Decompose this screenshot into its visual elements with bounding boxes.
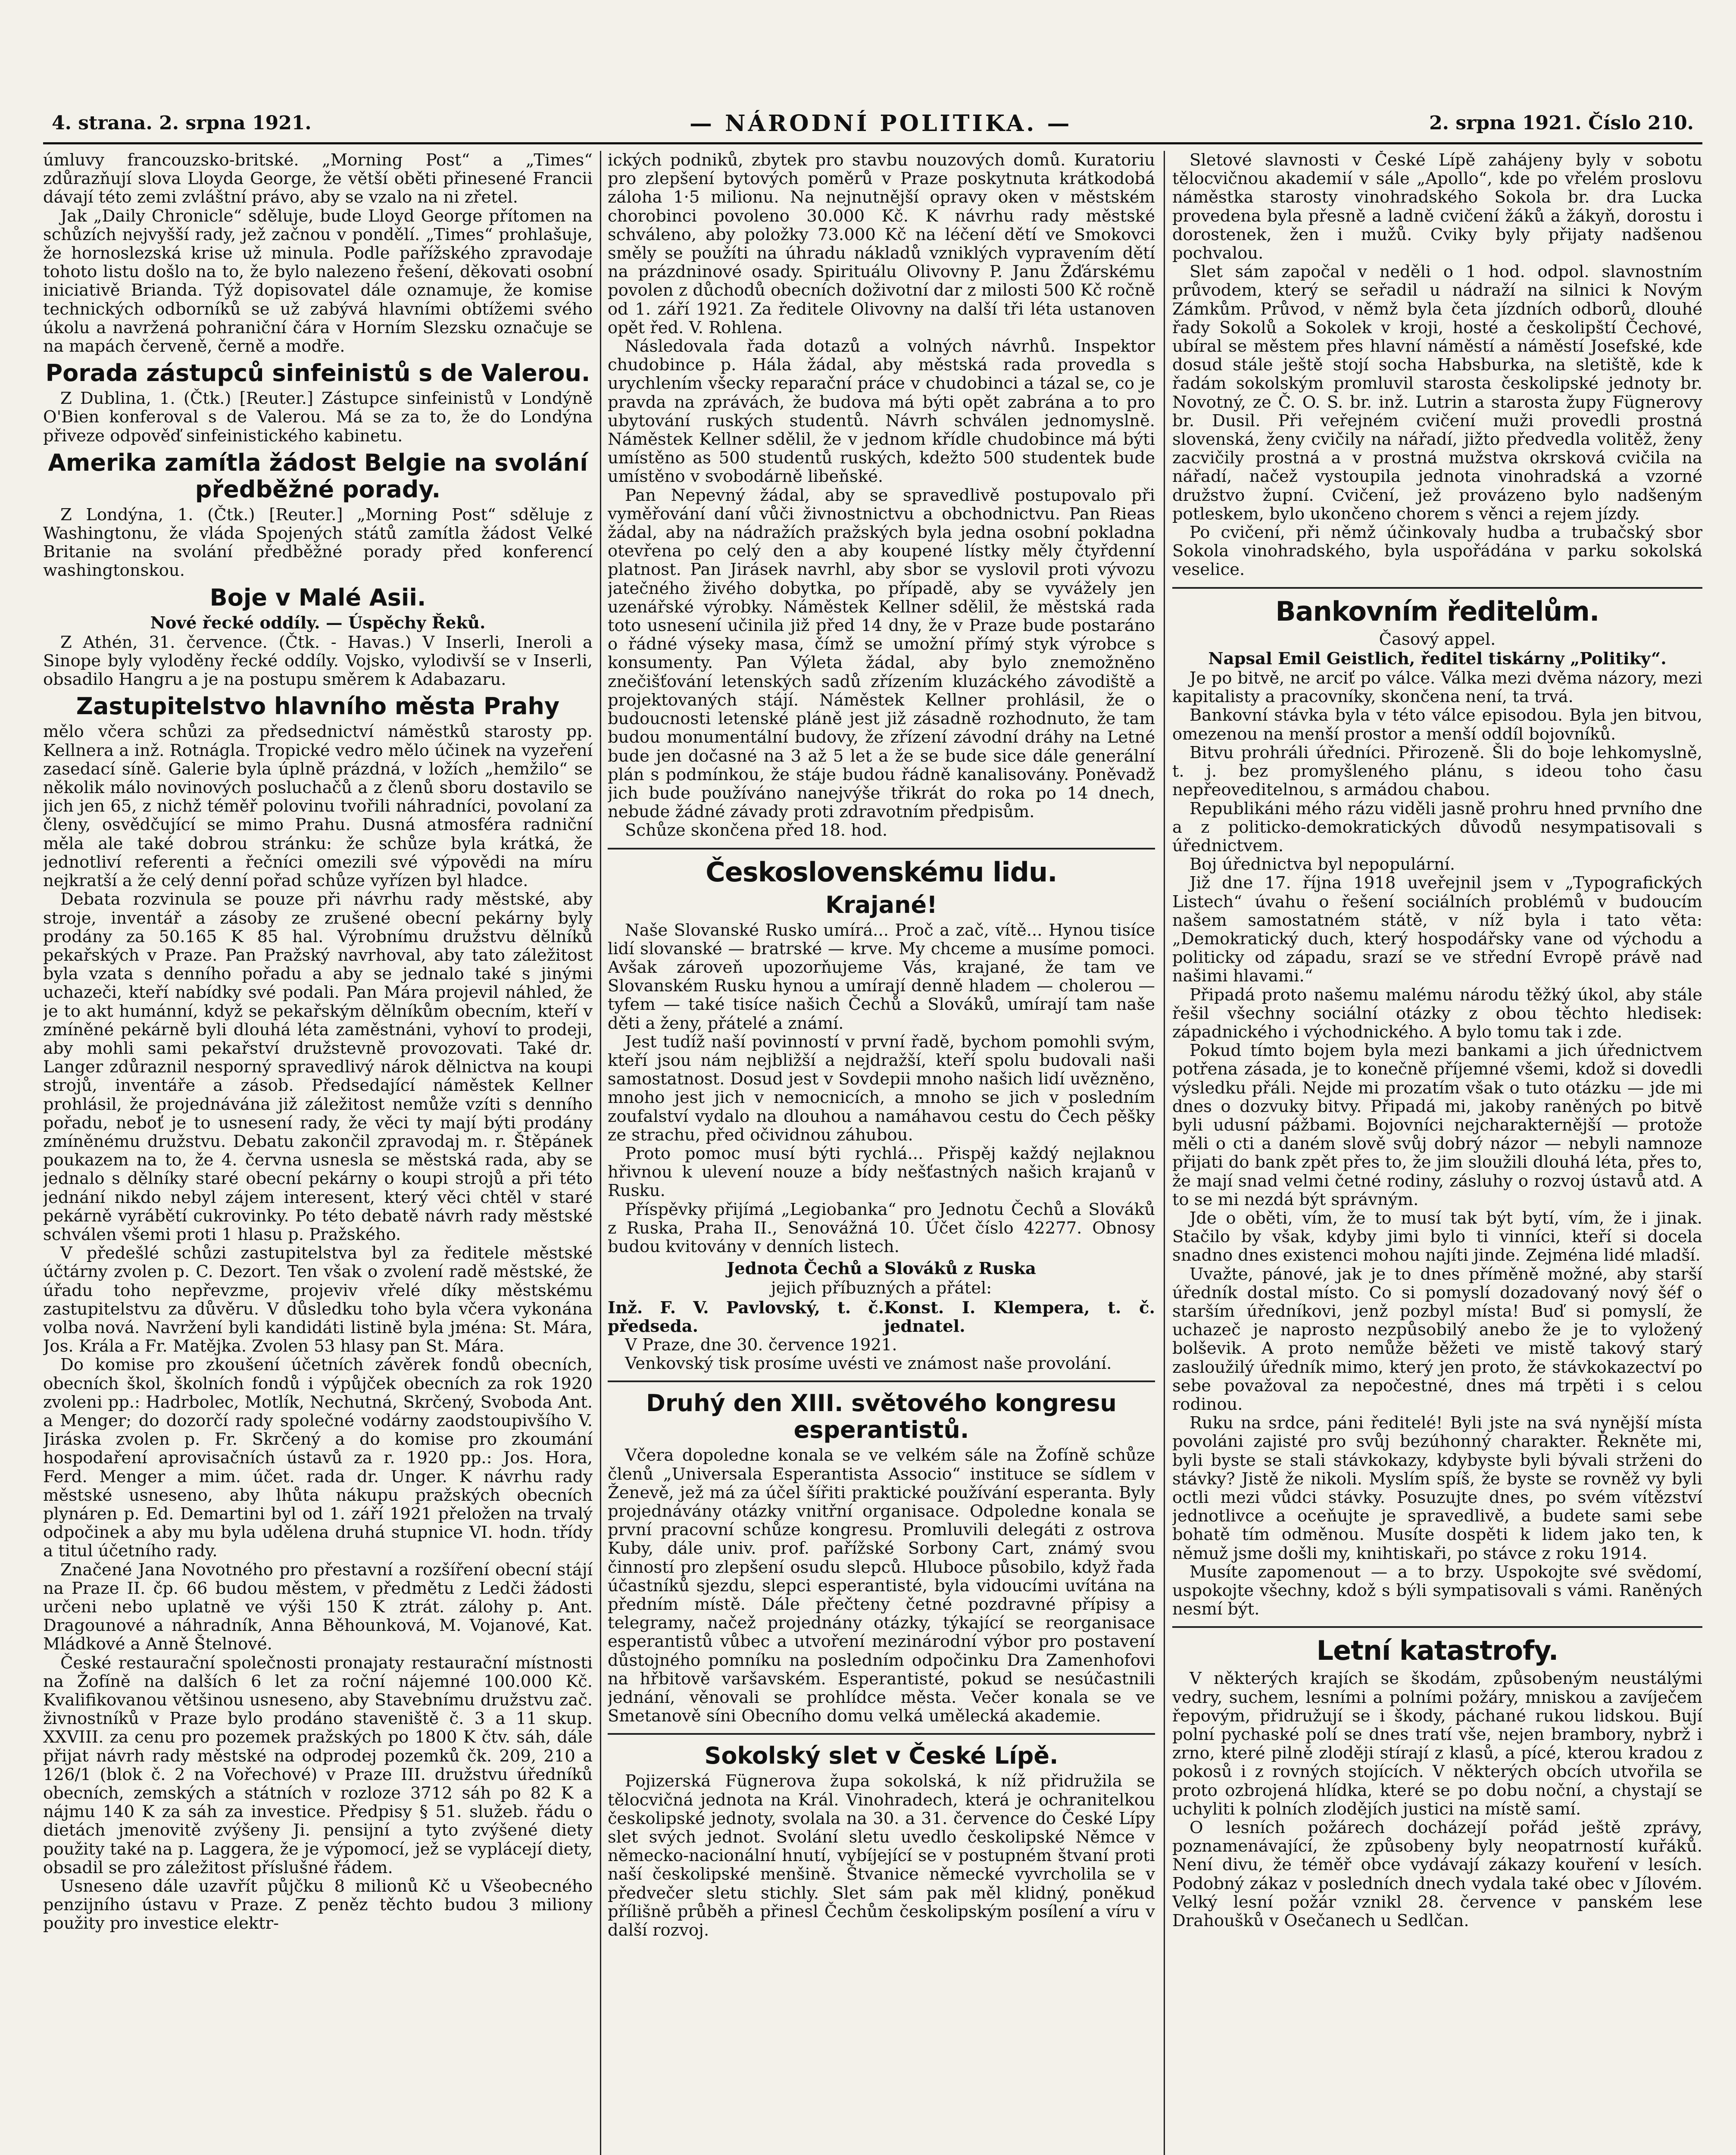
masthead-title: — NÁRODNÍ POLITIKA. — — [690, 110, 1072, 137]
article-text: Debata rozvinula se pouze při návrhu rady městské, aby stroje, inventář a zásoby ze zrušené obecní pekárny byly prodány za 50.165 K 85 hal. Výrobnímu družstvu dělníků pekařských v Praze. Pan Pražský navrhoval, aby tato záležitost byla vzata s denního pořadu a aby se jednalo také s jinými uchazeči, kteří nabídky své podali. Pan Mára projevil náhled, že je to akt humánní, když se pekařským dělníkům obecním, kteří v zmíněné pekárně byli dlouhá léta zaměstnáni, vyhoví to prodeji, aby mohli sami pekařství družstevně provozovati. Také dr. Langer zdůraznil nesporný spravedlivý nárok dělnictva na koupi strojů, inventáře a zásob. Předsedající náměstek Kellner prohlásil, že projednávána již záležitost nemůže vzíti s denního pořadu, neboť je to usnesení rady, že věci ty mají býti prodány zmíněnému družstvu. Debatu zakončil zpravodaj m. r. Štěpánek poukazem na to, že 4. června usnesla se městská rada, aby se jednalo s dělníky staré obecní pekárny o koupi strojů a při této jednání nikdo nebyl zájem interesent, který věci chtěl v staré pekárně vyrábětí cukrovinky. Po této debatě návrh rady městské schválen všemi proti 1 hlasu p. Pražského. — [43, 890, 593, 1244]
article-text: Příspěvky přijímá „Legiobanka“ pro Jednotu Čechů a Slováků z Ruska, Praha II., Senovážná 10. Účet číslo 42277. Obnosy budou kvitovány v denních listech. — [608, 1199, 1155, 1256]
divider — [608, 1733, 1155, 1735]
headline: Boje v Malé Asii. — [209, 584, 426, 611]
masthead-right: 2. srpna 1921. Číslo 210. — [1429, 112, 1694, 134]
subheadline: Krajané! — [825, 891, 937, 918]
article-text: Jde o oběti, vím, že to musí tak být bytí, vím, že i jinak. Stačilo by však, kdyby jimi bylo ti vinníci, kteří si docela snadno dnes existenci mohou najíti jinde. Zejména lidé mladší. — [1172, 1208, 1702, 1265]
article-text: České restaurační společnosti pronajaty restaurační místnosti na Žofíně na dalších 6 let za roční nájemné 100.000 Kč. Kvalifikovanou většinou usneseno, aby Stavebnímu družstvu zač. živnostníků v Praze bylo prodáno staveniště č. 3 a 11 skup. XXVIII. za cenu pro pozemek pražských po 1800 K čtv. sáh, dále přijat návrh rady městské na odprodej pozemků čk. 209, 210 a 126/1 (blok č. 2 na Vořechové) v Praze III. družstvu úředníků obecních, zemských a státních v rozloze 3712 sáh po 82 K a nájmu 140 K za sáh za investice. Předpisy § 51. služeb. řádu o dietách jmenovitě zvýšeny Ji. pensijní a tyto zvýšené diety použity také na p. Laggera, že je výpomocí, jež se vyplácejí diety, obsadil se pro záležitost příslušné řádem. — [43, 1653, 593, 1877]
article-text: Již dne 17. října 1918 uveřejnil jsem v „Typografických Listech“ úvahu o řešení sociálních problémů v budoucím našem samostatném státě, v níž byla i tato věta: „Demokratický duch, který hospodářsky vane od východu a politicky od západu, srazí se ve střední Evropě právě nad našimi hlavami.“ — [1172, 873, 1702, 986]
headline: Amerika zamítla žádost Belgie na svolání předběžné porady. — [48, 449, 588, 503]
article-text: Včera dopoledne konala se ve velkém sále na Žofíně schůze členů „Universala Esperantista Associo“ instituce se sídlem v Ženevě, jež má za účel šířiti praktické používání esperanta. Byly projednávány otázky vnitřní organisace. Odpoledne konala se první pracovní schůze kongresu. Promluvili delegáti z ostrova Kuby, dále univ. prof. pařížské Sorbony Cart, známý svou činností pro zlepšení osudu slepců. Hluboce působilo, když řada účastníků sjezdu, slepci esperantisté, byla vidoucími uvítána na předním místě. Dále přečteny četné pozdravné přípisy a telegramy, načež projednány otázky, týkající se reorganisace esperantistů vůbec a utvoření mezinárodní výbor pro postavení důstojného pomníku na posledním odpočinku Dra Zamenhofovi na hřbitově varšavském. Esperantisté, pokud se nesúčastnili jednání, věnovali se prohlídce města. Večer konala se ve Smetanově síni Obecního domu velká umělecká akademie. — [608, 1446, 1155, 1726]
subheadline: Nové řecké oddíly. — Úspěchy Řeků. — [150, 613, 486, 633]
article-text: Naše Slovanské Rusko umírá... Proč a zač, vítě... Hynou tisíce lidí slovanské — bratrské — krve. My chceme a musíme pomoci. Avšak zároveň upozorňujeme Vás, krajané, že tam ve Slovanském Rusku hynou a umírají denně hladem — cholerou — tyfem — také tisíce našich Čechů a Slováků, umírají tam naše děti a ženy, přátelé a známí. — [608, 920, 1155, 1033]
article-text: Z Athén, 31. července. (Čtk. - Havas.) V Inserli, Ineroli a Sinope byly vyloděny řecké oddíly. Vojsko, vylodivší se v Inserli, obsadilo Hangru a je na postupu směrem k Adabazaru. — [43, 632, 593, 690]
headline: Sokolský slet v České Lípě. — [704, 1742, 1058, 1770]
article-text: úmluvy francouzsko-britské. „Morning Post“ a „Times“ zdůrazňují slova Lloyda George, že větší oběti přinesené Francii dávají této zemi zvláštní právo, aby se vzalo na ni zřetel. — [43, 151, 593, 207]
article-text: Jest tudíž naší povinností v první řadě, bychom pomohli svým, kteří jsou nám nejbližší a nejdražší, kteří spolu budovali naši samostatnost. Dosud jest v Sovdepii mnoho našich lidí uvězněno, mnoho jest jich v nemocnicích, a mnoho se jich v posledním zoufalství vydalo na dlouhou a namáhavou cestu do Čech pěšky ze strachu, před očividnou záhubou. — [608, 1032, 1155, 1145]
headline: Bankovním ředitelům. — [1275, 595, 1599, 627]
divider — [608, 1380, 1155, 1382]
article-text: Z Dublina, 1. (Čtk.) [Reuter.] Zástupce sinfeinistů v Londýně O'Bien konferoval s de Valerou. Má se za to, že do Londýna přiveze odpověď sinfeinistického kabinetu. — [43, 389, 593, 446]
article-text: V Praze, dne 30. července 1921. — [625, 1335, 897, 1355]
article-text: V některých krajích se škodám, způsobeným neustálými vedry, suchem, lesními a polními požáry, mniskou a zavíječem řepovým, přidružují se i škody, páchané rukou lidskou. Bují polní pychaské polí se dnes tratí vše, nejen brambory, nybrž i zrno, které pilně zloději stírají z klasů, a pícé, kterou kradou z pokosů i z rovných stojících. V některých obcích utvořila se proto ozbrojená hlídka, které se po dobu noční, a chystají se uchyliti k polních zlodějích justici na místě samí. — [1172, 1669, 1702, 1819]
article-text: Republikáni mého rázu viděli jasně prohru hned prvního dne a z politicko-demokratických důvodů nesympatisovali s úřednictvem. — [1172, 799, 1702, 856]
article-text: Následovala řada dotazů a volných návrhů. Inspektor chudobince p. Hála žádal, aby městská rada provedla s urychlením všecky reparační práce v chudobinci a tázal se, co je pravda na zprávách, že budova má býti opět zabrána a to pro ubytování ruských studentů. Návrh schválen jednomyslně. Náměstek Kellner sdělil, že v jednom křídle chudobince má býti umístěno as 500 studentů ruských, kdežto 500 studentek bude umístěno v svobodárně libeňské. — [608, 337, 1155, 487]
article-text: Po cvičení, při němž účinkovaly hudba a trubačský sbor Sokola vinohradského, byla uspořádána v parku sokolská veselice. — [1172, 523, 1702, 580]
headline: Druhý den XIII. světového kongresu esperantistů. — [646, 1390, 1117, 1444]
article-text: Připadá proto našemu malému národu těžký úkol, aby stále řešil všechny sociální otázky z obou těchto hledisek: západnického i východnického. A bylo tomu tak i zde. — [1172, 985, 1702, 1042]
masthead — [43, 103, 1702, 144]
subheadline: Časový appel. — [1379, 629, 1496, 649]
article-text: V předešlé schůzi zastupitelstva byl za ředitele městské účtárny zvolen p. C. Dezort. Ten však o zvolení radě městské, že úřadu toho nepřevzme, projeviv vřelé díky městskému zastupitelstvu za důvěru. V důsledku toho byla včera vykonána volba nová. Navržení byli kandidáti listině byla jména: St. Mára, Jos. Krála a Fr. Matějka. Zvolen 53 hlasy pan St. Mára. — [43, 1243, 593, 1356]
article-text: Uvažte, pánové, jak je to dnes příměně možné, aby starší úředník dostal místo. Co si pomyslí dozadovaný nový šéf o starším úředníkovi, jenž pozbyl místa! Buď si pomyslí, že uchazeč je naprosto nezpůsobilý anebo že je to vyložený bolševik. A proto nemůže běžeti ve mistě takový starý zasloužilý úředník mimo, který jen proto, že stávkokazectví po sebe považoval za nepočestné, dnes má trpěti i s celou rodinou. — [1172, 1264, 1702, 1414]
byline: Napsal Emil Geistlich, ředitel tiskárny „Politiky“. — [1208, 649, 1667, 668]
article-text: mělo včera schůzi za předsednictví náměstků starosty pp. Kellnera a inž. Rotnágla. Tropické vedro mělo účinek na vyzeření zasedací síně. Galerie byla úplně prázdná, v ložích „hemžilo“ se několik málo novinových posluchačů a z členů sboru dostavilo se jich jen 65, z nichž téměř polovinu tvořili náhradníci, povolaní za členy, osvědčující se mimo Prahu. Dusná atmosféra radniční měla ale také dobrou stránku: že schůze byla krátká, že jednotliví referenti a řečníci omezili své výpovědi na míru nejkratší a že celý denní pořad schůze vyřízen byl hladce. — [43, 722, 593, 891]
article-text: Pan Nepevný žádal, aby se spravedlivě postupovalo při vyměřování daní vůči živnostnictvu a obchodnictvu. Pan Rieas žádal, aby na nádražích pražských byla jedna osobní pokladna otevřena po celý den a aby koupené lístky měly čtyřdenní platnost. Pan Jirásek navrhl, aby sbor se vyslovil proti vývozu jatečného živého dobytka, po případě, aby se vyvážely jen uzenářské výrobky. Náměstek Kellner sdělil, že městská rada toto usnesení učinila již před 14 dny, že v Praze bude postaráno o řádné výseky masa, čímž se umožní přímý styk výrobce s konsumenty. Pan Výleta žádal, aby bylo znemožněno znečišťování letenských sadů zřízením kluzáckého závodiště a projektovaných stájí. Náměstek Kellner prohlásil, že o budoucnosti letenské pláně jest již zásadně rozhodnuto, že tam budou monumentální budovy, že zřízení závodní dráhy na Letné bude jen dočasné na 3 až 5 let a že se bude sice dále generální plán s podmínkou, že stáje budou řádně kanalisovány. Poněvadž jich bude používáno nanejvýše třikrát do roka po 14 dnech, nebude žádné závady proti zdravotním předpisům. — [608, 485, 1155, 822]
article-text: Značené Jana Novotného pro přestavní a rozšíření obecní stájí na Praze II. čp. 66 budou městem, v předmětu z Ledči žádosti určeni nebo uplatně ve výši 150 K ztrát. zálohy p. Ant. Dragounové a náhradník, Anna Běhounková, M. Vojanové, Kat. Mládkové a Anně Štelnové. — [43, 1560, 593, 1654]
column-divider — [1164, 151, 1165, 2155]
column-divider — [600, 151, 601, 2155]
article-text: Usneseno dále uzavřít půjčku 8 milionů Kč u Všeobecného penzijního ústavu v Praze. Z peněz těchto budou 3 miliony použity pro investice elektr- — [43, 1877, 593, 1933]
divider — [1172, 1626, 1702, 1628]
article-text: Bitvu prohráli úředníci. Přirozeně. Šli do boje lehkomyslně, t. j. bez promyšleného plánu, s ideou toho času nepřeoveditelnou, s armádou chabou. — [1172, 743, 1702, 800]
article-text: Schůze skončena před 18. hod. — [625, 821, 888, 840]
article-text: Boj úřednictva byl nepopulární. — [1190, 855, 1455, 874]
article-text: O lesních požárech docházejí pořád ještě zprávy, poznamenávající, že způsobeny byly neopatrností kuřáků. Není divu, že téměř obce vydávají zákazy kouření v lesích. Podobný zákaz v posledních dnech vydala také obec v Jílovém. Velký lesní požár vznikl 28. července v panském lese Drahoušků v Osečanech u Sedlčan. — [1172, 1818, 1702, 1931]
signature: Jednota Čechů a Slováků z Ruska — [727, 1259, 1036, 1279]
divider — [1172, 587, 1702, 589]
headline: Letní katastrofy. — [1316, 1635, 1558, 1667]
newspaper-page — [43, 103, 1702, 2155]
headline: Zastupitelstvo hlavního města Prahy — [76, 693, 560, 720]
article-text: Musíte zapomenout — a to brzy. Uspokojte své svědomí, uspokojte všechny, kdož s býli sympatisovali s vámi. Raněných nesmí být. — [1172, 1562, 1702, 1619]
article-text: ických podniků, zbytek pro stavbu nouzových domů. Kuratoriu pro zlepšení bytových poměrů v Praze poskytnuta krátkodobá záloha 1·5 milionu. Na nejnutnější opravy oken v městském chorobinci povoleno 30.000 Kč. K návrhu rady městské schváleno, aby položky 73.000 Kč na léčení dětí ve Smokovci směly se použíti na úhradu nákladů vzniklých vypravením dětí na prázdninové osady. Spirituálu Olivovny P. Janu Žďárskému povolen z důchodů obecních doživotní dar z milosti 500 Kč ročně od 1. září 1921. Za ředitele Olivovny na další tři léta ustanoven opět řed. V. Rohlena. — [608, 151, 1155, 337]
signature-right: Konst. I. Klempera, t. č. jednatel. — [884, 1298, 1155, 1336]
article-text: Proto pomoc musí býti rychlá... Přispěj každý nejlaknou hřivnou k ulevení nouze a bídy nešťastných našich krajanů v Rusku. — [608, 1143, 1155, 1201]
article-text: Ruku na srdce, páni ředitelé! Byli jste na svá nynější místa povoláni zajisté pro svůj bezúhonný charakter. Řekněte mi, byli byste se stali stávkokazy, kdybyste byli bývali strženi do stávky? Jistě že nikoli. Myslím spíš, že byste se rovněž vy byli octli mezi vůdci stávky. Posuzujte dnes, po svém vítězství jednotlivce a oceňujte je spravedlivě, a budete sami sebe bohatě tím odměnou. Musíte dospěti k lidem jako ten, k němuž jsme došli my, knihtiskaři, po stávce z roku 1914. — [1172, 1413, 1702, 1563]
masthead-left: 4. strana. 2. srpna 1921. — [52, 112, 312, 134]
article-text: Do komise pro zkoušení účetních závěrek fondů obecních, obecních škol, školních fondů i výpůjček obecních za rok 1920 zvoleni pp.: Hadrbolec, Motlík, Nechutná, Skrčený, Svoboda Ant. a Menger; do dozorčí rady společné vodárny zaodstoupivšího V. Jiráska zvolen p. Fr. Skrčený a do komise pro zkoumání hospodaření aprovisačních ústavů za r. 1920 pp.: Jos. Hora, Ferd. Menger a mim. účet. rada dr. Unger. K návrhu rady městské usneseno, aby lhůta nákupu pražských obecních plynáren p. Ed. Demartini byl od 1. září 1921 přeložen na trvalý odpočinek a aby mu byla udělena druhá stupnice VI. hodn. třídy a titul účetního rady. — [43, 1355, 593, 1561]
signature: jejich příbuzných a přátel: — [771, 1278, 992, 1298]
article-text: Sletové slavnosti v České Lípě zahájeny byly v sobotu tělocvičnou akademií v sále „Apollo“, kde po vřelém proslovu náměstka starosty vinohradského Sokola br. dra Lucka provedena byla přesně a ladně cvičení žáků a žákyň, dorostu i dorostenek, žen i mužů. Cviky byly přijaty nadšenou pochvalou. — [1172, 151, 1702, 263]
column-2 — [608, 151, 1155, 2155]
divider — [608, 848, 1155, 850]
column-3 — [1172, 151, 1702, 2155]
article-text: Venkovský tisk prosíme uvésti ve známost naše provolání. — [625, 1354, 1112, 1374]
signature-row — [608, 1299, 1155, 1336]
article-text: Z Londýna, 1. (Čtk.) [Reuter.] „Morning Post“ sděluje z Washingtonu, že vláda Spojených států zamítla žádost Velké Britanie na svolání předběžné porady před konferencí washingtonskou. — [43, 505, 593, 581]
article-text: Pokud tímto bojem byla mezi bankami a jich úřednictvem potřena zásada, je to konečně příjemné všemi, kdož si dovedli výsledku přáli. Nejde mi prozatím však o tuto otázku — jde mi dnes o dozvuky bitvy. Připadá mi, jakoby raněných po bitvě byli udusní pážbami. Bojovníci nejcharakternější — protože měli o cti a daném slově svůj dobrý názor — nebyli namnoze přijati do bank zpět přes to, že jim sloužili dlouhá léta, přes to, že mají snad velmi četné rodiny, zásluhy o rozvoj ústavů atd. A to se mi nezdá být správným. — [1172, 1041, 1702, 1209]
column-1 — [43, 151, 593, 2155]
article-text: Slet sám započal v neděli o 1 hod. odpol. slavnostním průvodem, který se seřadil u nádraží na silnici k Novým Zámkům. Průvod, v němž byla četa jízdních odborů, dlouhé řady Sokolů a Sokolek v kroji, hosté a českolipští Čechové, ubíral se městem přes hlavní náměstí a náměstí Josefské, kde dosud stále ještě stojí socha Habsburka, na sletiště, kde k řadám sokolským promluvil starosta českolipské jednoty br. Novotný, ze Č. O. S. br. inž. Lutrin a starosta župy Fügnerovy br. Dusil. Při veřejném cvičení muži provedli prostná slovenská, ženy cvičily na nářadí, jižto předvedla volitěž, ženy zacvičily prostná a v prostná mužstva okrsková cvičila na nářadí, načež vystoupila jednota vinohradská a vzorné družstvo župní. Cvičení, jež provázeno bylo nadšeným potleskem, bylo ukončeno chorem s věnci a rejem jízdy. — [1172, 262, 1702, 524]
article-text: Pojizerská Fügnerova župa sokolská, k níž přidružila se tělocvičná jednota na Král. Vinohradech, která je ochranitelkou českolipské jednoty, svolala na 30. a 31. července do České Lípy slet svých jednot. Svolání sletu uvedlo českolipské Němce v německo-nacionální hnutí, vybíjející se v postupném štvaní proti naší českolipské menšině. Štvanice německé vyvrcholila se v předvečer sletu stichly. Slet sám pak měl klidný, poněkud přílišně průběh a přinesl Čechům českolipským posílení a víru v další rozvoj. — [608, 1771, 1155, 1940]
signature-left: Inž. F. V. Pavlovský, t. č. předseda. — [608, 1298, 884, 1336]
headline: Porada zástupců sinfeinistů s de Valerou. — [45, 359, 590, 387]
article-text: Jak „Daily Chronicle“ sděluje, bude Lloyd George přítomen na schůzích nejvyšší rady, jež začnou v pondělí. „Times“ prohlašuje, že hornoslezská krise už minula. Podle pařížského zpravodaje tohoto listu došlo na to, že bylo nalezeno řešení, děkovati osobní iniciativě Brianda. Týž dopisovatel dále oznamuje, že komise technických odborníků se už zabývá hlavními obtížemi svého úkolu a navržená pohraniční čára v Horním Slezsku označuje se na mapách červeně, černě a modře. — [43, 206, 593, 356]
article-text: Je po bitvě, ne arciť po válce. Válka mezi dvěma názory, mezi kapitalisty a pracovníky, skončena není, ta trvá. — [1172, 668, 1702, 707]
headline: Československému lidu. — [706, 856, 1057, 888]
article-text: Bankovní stávka byla v této válce episodou. Byla jen bitvou, omezenou na menší prostor a menší oddíl bojovníků. — [1172, 706, 1702, 744]
